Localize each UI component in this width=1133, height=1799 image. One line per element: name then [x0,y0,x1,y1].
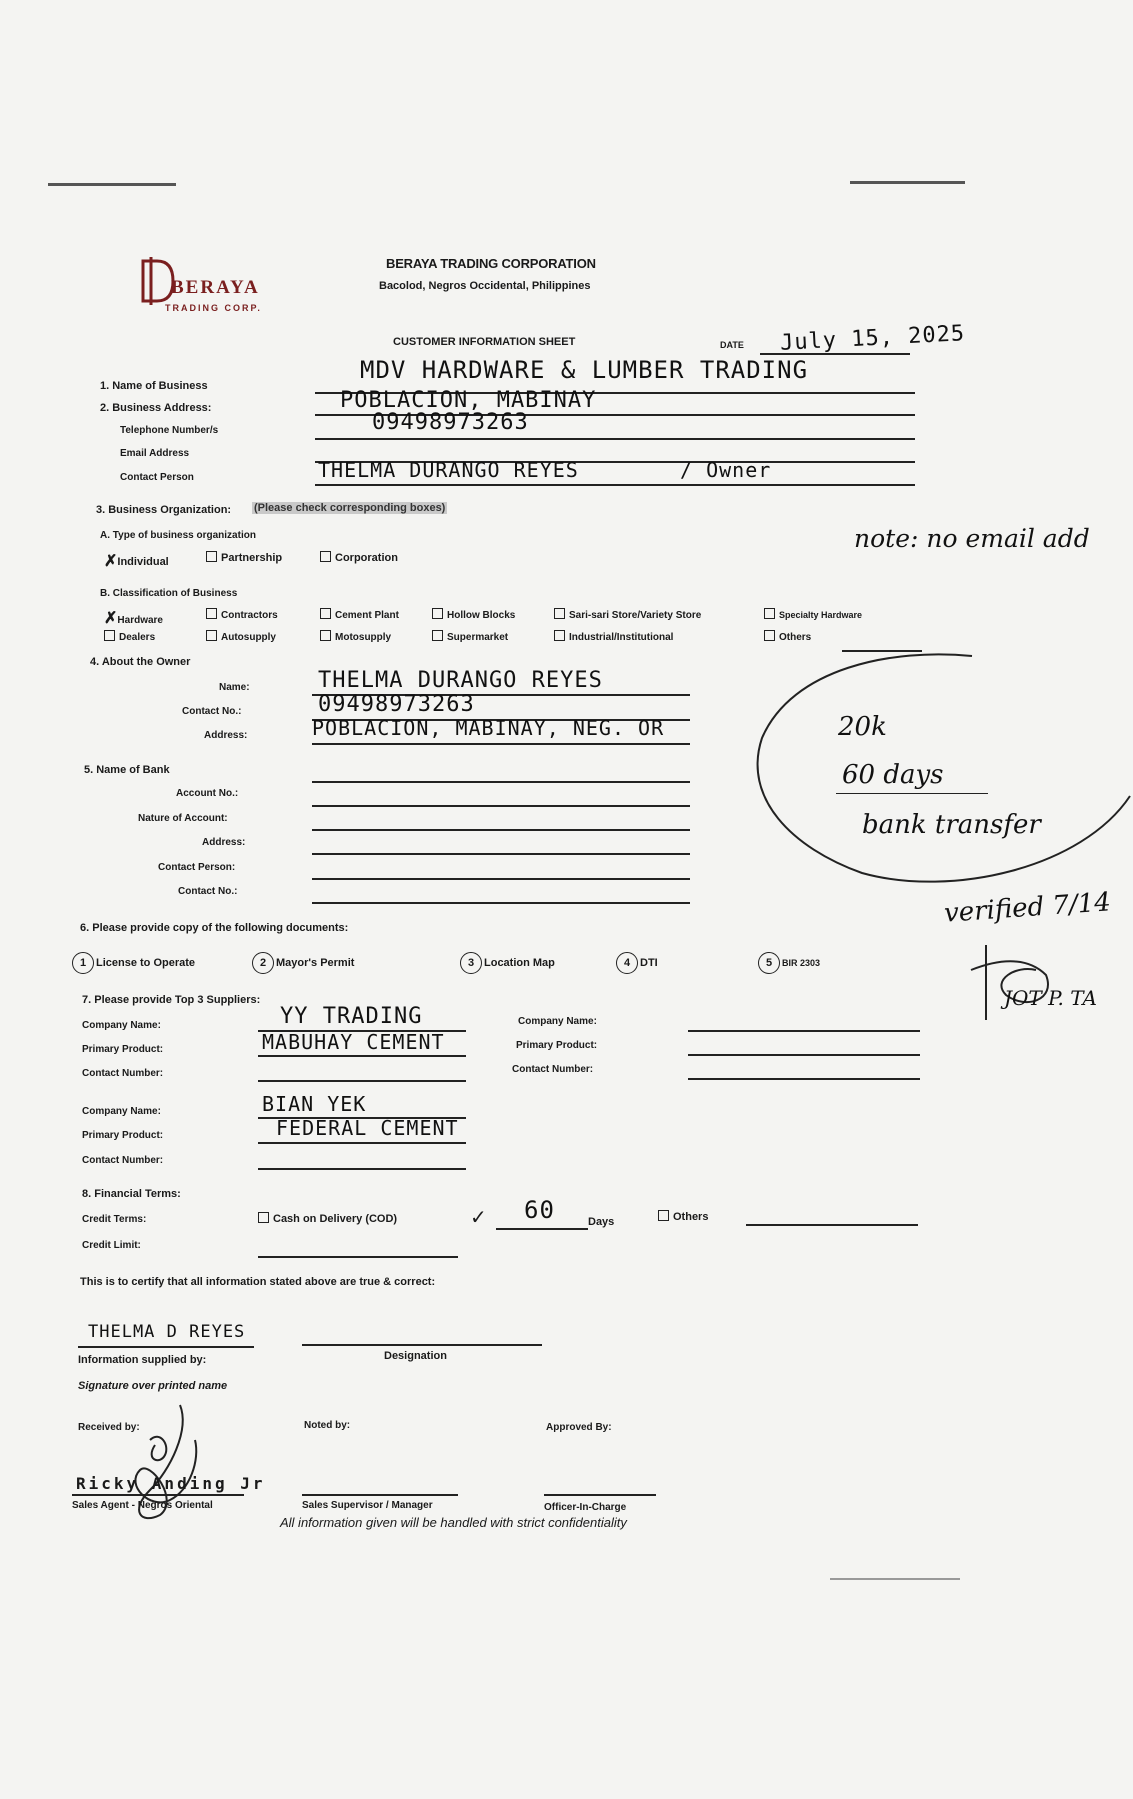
supplier2-company-label: Company Name: [82,1106,161,1117]
supplier3-product-label: Primary Product: [516,1040,598,1051]
business-org-label: 3. Business Organization: [96,504,232,516]
circle-note-amount: 20k [838,712,887,742]
owner-name-value: THELMA DURANGO REYES [318,668,603,693]
telephone-label: Telephone Number/s [120,425,219,436]
type-individual[interactable]: ✗Individual [104,553,169,570]
note-no-email: note: no email add [854,524,1090,553]
verified-note: verified 7/14 [943,887,1112,929]
page-edge-top [48,183,176,186]
contact-person-label: Contact Person [120,472,194,483]
others-option[interactable]: Others [658,1210,708,1223]
owner-name-label: Name: [219,682,250,693]
class-sari-sari[interactable]: Sari-sari Store/Variety Store [554,608,701,621]
type-partnership[interactable]: Partnership [206,551,282,564]
circle-note-days: 60 days [842,760,944,790]
contact-person-value: THELMA DURANGO REYES [318,458,579,482]
logo-subtext: TRADING CORP. [165,303,262,313]
days-label: Days [588,1216,615,1228]
verifier-signature-icon [966,940,1056,1030]
sheet-title: CUSTOMER INFORMATION SHEET [393,336,576,348]
credit-limit-line [258,1256,458,1258]
supplied-by-value: THELMA D REYES [88,1322,246,1342]
supplier1-product-label: Primary Product: [82,1044,164,1055]
supplier1-contact-line [258,1080,466,1082]
supplier3-contact-line [688,1078,920,1080]
class-specialty-hardware[interactable]: Specialty Hardware [764,608,862,620]
class-supermarket[interactable]: Supermarket [432,630,508,643]
contact-person-line [315,484,915,486]
contact-person-role: / Owner [680,458,772,482]
documents-label: 6. Please provide copy of the following documents: [80,922,349,934]
type-org-label: A. Type of business organization [100,530,256,541]
business-name-value: MDV HARDWARE & LUMBER TRADING [360,356,809,384]
supplier2-product-label: Primary Product: [82,1130,164,1141]
class-contractors[interactable]: Contractors [206,608,278,621]
owner-address-value: POBLACION, MABINAY, NEG. OR [312,716,665,740]
business-name-label: 1. Name of Business [100,380,208,392]
bank-contact-no-line [312,878,690,880]
type-corporation[interactable]: Corporation [320,551,398,564]
owner-address-label: Address: [204,730,248,741]
doc-bir: 5 BIR 2303 [758,952,820,974]
supplier2-product-line [258,1142,466,1144]
designation-label: Designation [384,1350,447,1362]
page-edge-bottom [830,1578,960,1580]
suppliers-label: 7. Please provide Top 3 Suppliers: [82,994,261,1006]
days-value: 60 [524,1196,555,1224]
class-dealers[interactable]: Dealers [104,630,155,643]
supplier2-contact-line [258,1168,466,1170]
received-by-label: Received by: [78,1422,140,1433]
bank-address-line [312,829,690,831]
date-label: DATE [720,340,744,350]
email-label: Email Address [120,448,190,459]
circle-note-transfer: bank transfer [862,810,1041,840]
supplier3-company-line [688,1030,920,1032]
financial-label: 8. Financial Terms: [82,1188,181,1200]
confidentiality-footer: All information given will be handled with strict confidentiality [280,1515,627,1530]
company-logo [137,255,287,317]
agent-line [72,1494,244,1496]
telephone-line [315,438,915,440]
supplier2-product-value: FEDERAL CEMENT [276,1116,459,1140]
supplied-by-label: Information supplied by: [78,1354,207,1366]
page-edge-top-right [850,181,965,184]
bank-label: 5. Name of Bank [84,764,170,776]
doc-license: 1 License to Operate [72,952,195,974]
circle-note-days-line [836,793,988,794]
owner-contact-value: 09498973263 [318,692,475,717]
supplier1-company-value: YY TRADING [280,1004,423,1029]
class-others[interactable]: Others [764,630,811,643]
bank-contact-no-label: Contact No.: [178,886,238,897]
bank-nature-line [312,805,690,807]
doc-mayors-permit: 2 Mayor's Permit [252,952,354,974]
class-hardware[interactable]: ✗Hardware [104,610,163,627]
company-address: Bacolod, Negros Occidental, Philippines [379,280,591,292]
class-industrial[interactable]: Industrial/Institutional [554,630,673,643]
bank-extra-line [312,902,690,904]
class-hollow-blocks[interactable]: Hollow Blocks [432,608,515,621]
supplier3-contact-label: Contact Number: [512,1064,594,1075]
doc-dti: 4 DTI [616,952,658,974]
approved-by-label: Approved By: [546,1422,612,1433]
designation-line [302,1344,542,1346]
doc-location-map: 3 Location Map [460,952,555,974]
supplier1-product-line [258,1055,466,1057]
others-line [746,1224,918,1226]
bank-account-line [312,781,690,783]
supervisor-line [302,1494,458,1496]
bank-address-label: Address: [202,837,246,848]
company-name: BERAYA TRADING CORPORATION [386,256,596,271]
signature-hint: Signature over printed name [78,1380,228,1392]
business-org-hint: (Please check corresponding boxes) [254,502,446,514]
noted-by-label: Noted by: [304,1420,351,1431]
owner-address-line [312,743,690,745]
certify-statement: This is to certify that all information stated above are true & correct: [80,1276,436,1288]
cod-option[interactable]: Cash on Delivery (COD) [258,1212,397,1225]
supplier2-company-value: BIAN YEK [262,1092,367,1116]
supplier3-product-line [688,1054,920,1056]
officer-line [544,1494,656,1496]
days-check[interactable]: ✓ [470,1207,487,1229]
agent-label: Sales Agent - Negros Oriental [72,1500,213,1511]
date-line [760,353,910,355]
days-line [496,1228,588,1230]
owner-contact-label: Contact No.: [182,706,242,717]
agent-name: Ricky Anding Jr [76,1474,266,1493]
owner-label: 4. About the Owner [90,656,191,668]
credit-limit-label: Credit Limit: [82,1240,141,1251]
business-address-label: 2. Business Address: [100,402,212,414]
supplier1-product-value: MABUHAY CEMENT [262,1030,445,1054]
supplier2-contact-label: Contact Number: [82,1155,164,1166]
class-motosupply[interactable]: Motosupply [320,630,391,643]
bank-contact-person-line [312,853,690,855]
officer-label: Officer-In-Charge [544,1502,627,1513]
supplier1-contact-label: Contact Number: [82,1068,164,1079]
telephone-value: 09498973263 [372,410,529,435]
supervisor-label: Sales Supervisor / Manager [302,1500,433,1511]
business-address-value: POBLACION, MABINAY [340,388,597,413]
bank-nature-label: Nature of Account: [138,813,228,824]
supplier1-company-label: Company Name: [82,1020,161,1031]
classification-label: B. Classification of Business [100,588,238,599]
verifier-initials: JOT P. TA [1004,986,1097,1010]
supplied-by-line [78,1346,254,1348]
class-cement-plant[interactable]: Cement Plant [320,608,399,621]
logo-text: BERAYA [171,277,260,298]
bank-account-label: Account No.: [176,788,239,799]
supplier3-company-label: Company Name: [518,1016,597,1027]
bank-contact-person-label: Contact Person: [158,862,236,873]
credit-terms-label: Credit Terms: [82,1214,147,1225]
date-value: July 15, 2025 [779,321,966,356]
class-autosupply[interactable]: Autosupply [206,630,276,643]
